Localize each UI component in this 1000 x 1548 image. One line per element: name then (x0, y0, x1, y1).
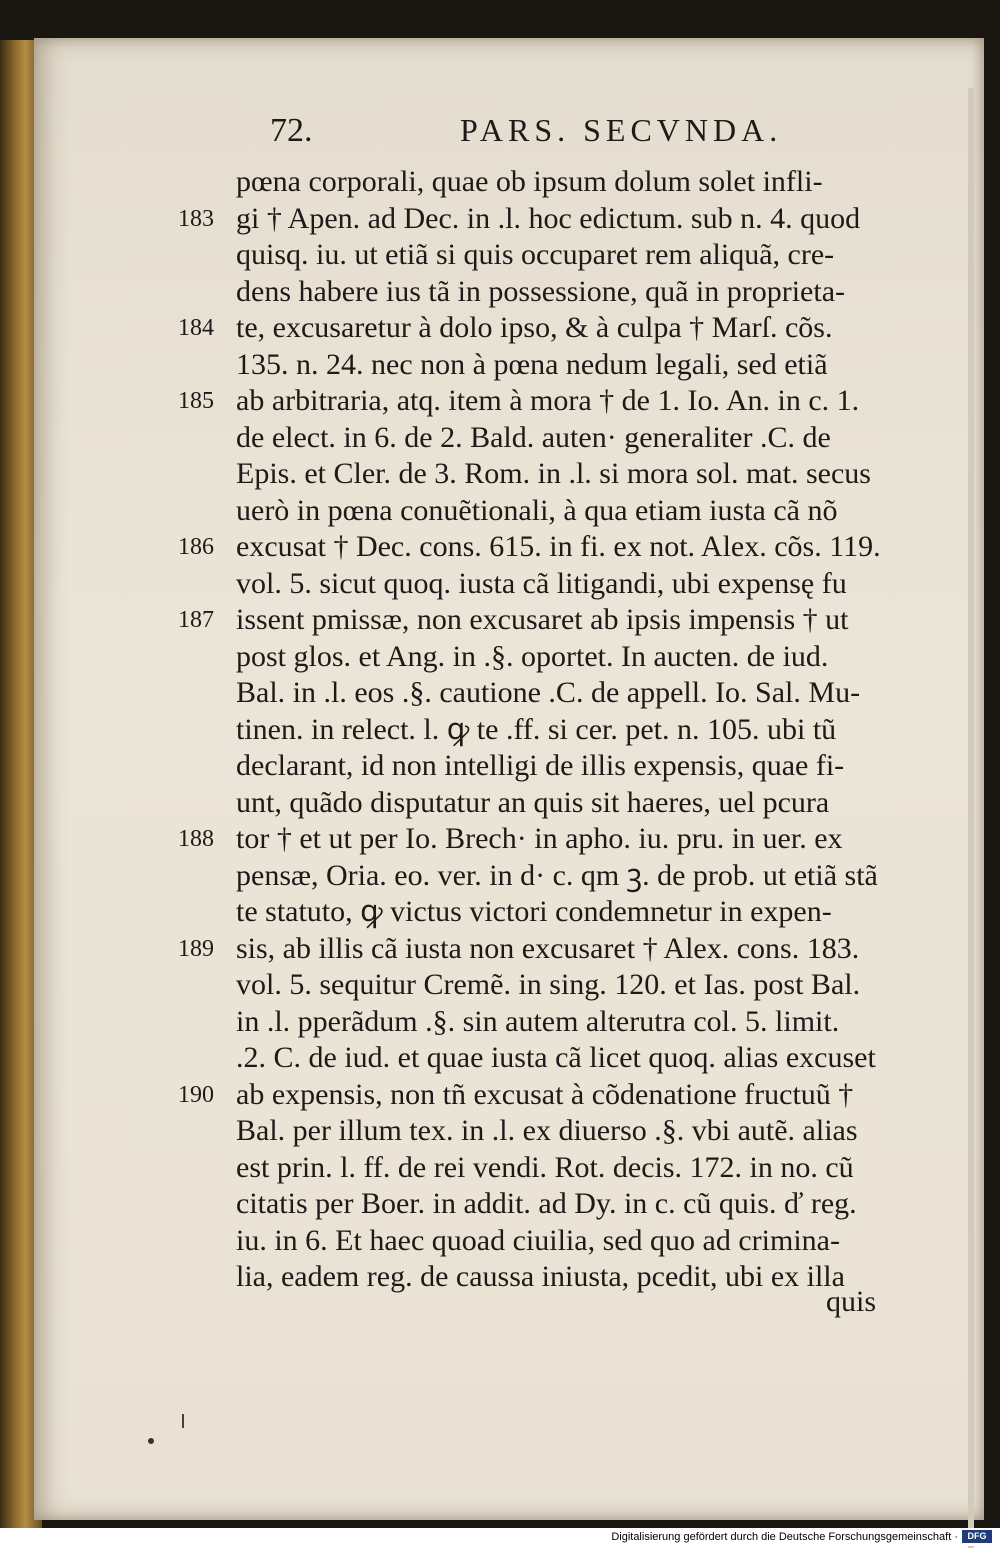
ink-fleck (148, 1438, 154, 1444)
text-line: ab expensis, non tñ excusat à cõdenatione fructuũ † (236, 1078, 854, 1111)
text-line: Bal. in .l. eos .§. cautione .C. de appell. Io. Sal. Mu- (236, 676, 861, 709)
text-line: de elect. in 6. de 2. Bald. auten· generaliter .C. de (236, 421, 831, 454)
text-line: lia, eadem reg. de caussa iniusta, pcedit, ubi ex illa (236, 1260, 845, 1293)
dfg-logo: DFG (962, 1530, 992, 1543)
text-line: pensæ, Oria. eo. ver. in d· c. qm ꝫ. de prob. ut etiã stã (236, 859, 878, 892)
text-line: ab arbitraria, atq. item à mora † de 1. Io. An. in c. 1. (236, 384, 860, 417)
running-head: PARS. SECVNDA. (460, 112, 783, 148)
text-line: post glos. et Ang. in .§. oportet. In aucten. de iud. (236, 640, 829, 673)
text-line: te statuto, ꝙ victus victori condemnetur in expen- (236, 895, 832, 928)
text-line: unt, quãdo disputatur an quis sit haeres, uel pcura (236, 786, 830, 819)
text-line: in .l. pperãdum .§. sin autem alterutra col. 5. limit. (236, 1005, 840, 1038)
ink-mark (182, 1414, 184, 1428)
text-line: pœna corporali, quae ob ipsum dolum solet infli- (236, 165, 823, 198)
text-line: tor † et ut per Io. Brech· in apho. iu. pru. in uer. ex (236, 822, 843, 855)
text-line: te, excusaretur à dolo ipso, & à culpa † Marſ. cõs. (236, 311, 833, 344)
text-line: quisq. iu. ut etiã si quis occuparet rem aliquã, cre- (236, 238, 835, 271)
marginal-number: 187 (178, 607, 214, 633)
footer-bar (0, 1528, 1000, 1546)
text-line: uerò in pœna conuẽtionali, à qua etiam iusta cã nõ (236, 494, 838, 527)
catchword: quis (826, 1285, 877, 1318)
marginal-number: 183 (178, 206, 214, 232)
text-line: .2. C. de iud. et quae iusta cã licet quoq. alias excuset (236, 1041, 876, 1074)
text-line: 135. n. 24. nec non à pœna nedum legali, sed etiã (236, 348, 828, 381)
marginal-number: 188 (178, 826, 214, 852)
text-line: vol. 5. sequitur Cremẽ. in sing. 120. et Ias. post Bal. (236, 968, 861, 1001)
text-line: tinen. in relect. l. ꝙ te .ff. si cer. pet. n. 105. ubi tũ (236, 713, 837, 746)
text-line: sis, ab illis cã iusta non excusaret † Alex. cons. 183. (236, 932, 860, 965)
text-line: declarant, id non intelligi de illis expensis, quae fi- (236, 749, 845, 782)
marginal-number: 189 (178, 936, 214, 962)
text-line: citatis per Boer. in addit. ad Dy. in c. cũ quis. ď reg. (236, 1187, 857, 1220)
text-line: gi † Apen. ad Dec. in .l. hoc edictum. sub n. 4. quod (236, 202, 861, 235)
funding-credit: Digitalisierung gefördert durch die Deutsche Forschungsgemeinschaft · (611, 1531, 958, 1543)
marginal-number: 186 (178, 534, 214, 560)
text-line: est prin. l. ff. de rei vendi. Rot. decis. 172. in no. cũ (236, 1151, 854, 1184)
page-edge (968, 88, 974, 1548)
text-line: Epis. et Cler. de 3. Rom. in .l. si mora sol. mat. secus (236, 457, 871, 490)
marginal-number: 190 (178, 1082, 214, 1108)
text-line: dens habere ius tã in possessione, quã in proprieta- (236, 275, 846, 308)
text-line: vol. 5. sicut quoq. iusta cã litigandi, ubi expensę fu (236, 567, 847, 600)
marginal-number: 185 (178, 388, 214, 414)
text-line: iu. in 6. Et haec quoad ciuilia, sed quo ad crimina- (236, 1224, 840, 1257)
page-number: 72. (270, 112, 313, 149)
page-header (230, 106, 930, 156)
text-line: Bal. per illum tex. in .l. ex diuerso .§. vbi autẽ. alias (236, 1114, 858, 1147)
marginal-number: 184 (178, 315, 214, 341)
text-line: excusat † Dec. cons. 615. in fi. ex not. Alex. cõs. 119. (236, 530, 881, 563)
text-line: issent pmissæ, non excusaret ab ipsis impensis † ut (236, 603, 849, 636)
